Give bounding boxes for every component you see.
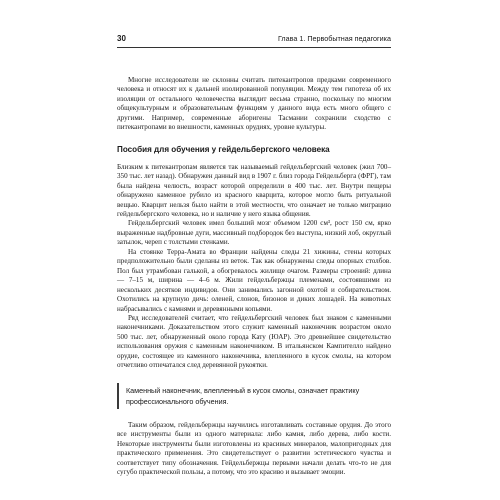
section-paragraph-4: Ряд исследователей считает, что гейдельбергский человек был знаком с каменными наконечниками. Доказательством этого служит каменный наконечник возрастом около 500 тыс. лет, обнаруженный около города Кату (ЮАР). Это древнейшее свидетельство использования оружия с каменным наконечником. В итальянском Кампителло найдено орудие, состоящее из каменного наконечника, влепленного в кусок смолы, на котором отчетливо отпечатался след деревянной рукоятки. bbox=[117, 313, 391, 370]
closing-body bbox=[117, 421, 391, 478]
closing-paragraph: Таким образом, гейдельбержцы научились изготавливать составные орудия. До этого все инструменты были из одного материала: либо камня, либо дерева, либо кости. Некоторые инструменты были изготовлены из красивых минералов, малопригодных для практического применения. Это свидетельствует о развитии эстетического чувства и соответствует типу обозначения. Гейдельбержцы первыми начали делать что-то не для сугубо практической пользы, а потому, что это красиво и вызывает эмоции. bbox=[117, 420, 391, 476]
section-paragraph-3: На стоянке Терра-Амата во Франции найдены следы 21 хижины, стены которых предположительно были сделаны из веток. Так как обнаружены следы опорных столбов. Пол был утрамбован галькой, а обогревалось жилище очагом. Размеры строений: длина — 7–15 м, ширина — 4–6 м. Жили гейдельбержцы племенами, состоявшими из нескольких десятков индивидов. Они занимались загонной охотой и собирательством. Охотились на крупную дичь: оленей, слонов, бизонов и диких лошадей. На животных набрасывались с камнями и деревянными копьями. bbox=[117, 247, 391, 313]
callout-quote: Каменный наконечник, влепленный в кусок смолы, означает практику профессионального обучения. bbox=[117, 383, 391, 409]
chapter-title: Глава 1. Первобытная педагогика bbox=[277, 34, 391, 43]
page-number: 30 bbox=[117, 34, 126, 43]
section-paragraph-1: Близким к питекантропам является так называемый гейдельбергский человек (жил 700–350 тыс. лет назад). Обнаружен данный вид в 1907 г. близ города Гейдельберга (ФРГ), там была найдена челюсть, возраст которой определили в 400 тыс. лет. Внутри пещеры обнаружено каменное рубило из красного кварцита, которое могло быть ритуальной вещью. Кварцит нельзя было найти в этой местности, что означает не только миграцию гейдельбергского человека, но и наличие у него языка общения. bbox=[117, 162, 391, 218]
running-header bbox=[117, 33, 391, 48]
section-paragraph-2: Гейдельбергский человек имел больший мозг объемом 1200 см³, рост 150 см, ярко выраженные надбровные дуги, массивный подбородок без выступа, низкий лоб, округлый затылок, череп с толстыми стенками. bbox=[117, 219, 391, 247]
section-heading: Пособия для обучения у гейдельбергского человека bbox=[117, 144, 330, 154]
body-text bbox=[117, 76, 391, 133]
book-page bbox=[117, 33, 391, 477]
section-body bbox=[117, 163, 391, 371]
intro-paragraph: Многие исследователи не склонны считать питекантропов предками современного человека и относят их к дальней изолированной популяции. Между тем гипотеза об их изоляции от остального человечества выглядит весьма странно, поскольку по многим общекультурным и образовательным функциям у данного вида есть много общего с другими. Например, современные аборигены Тасмании сохранили сходство с питекантропами во внешности, каменных орудиях, уровне культуры. bbox=[117, 76, 391, 132]
